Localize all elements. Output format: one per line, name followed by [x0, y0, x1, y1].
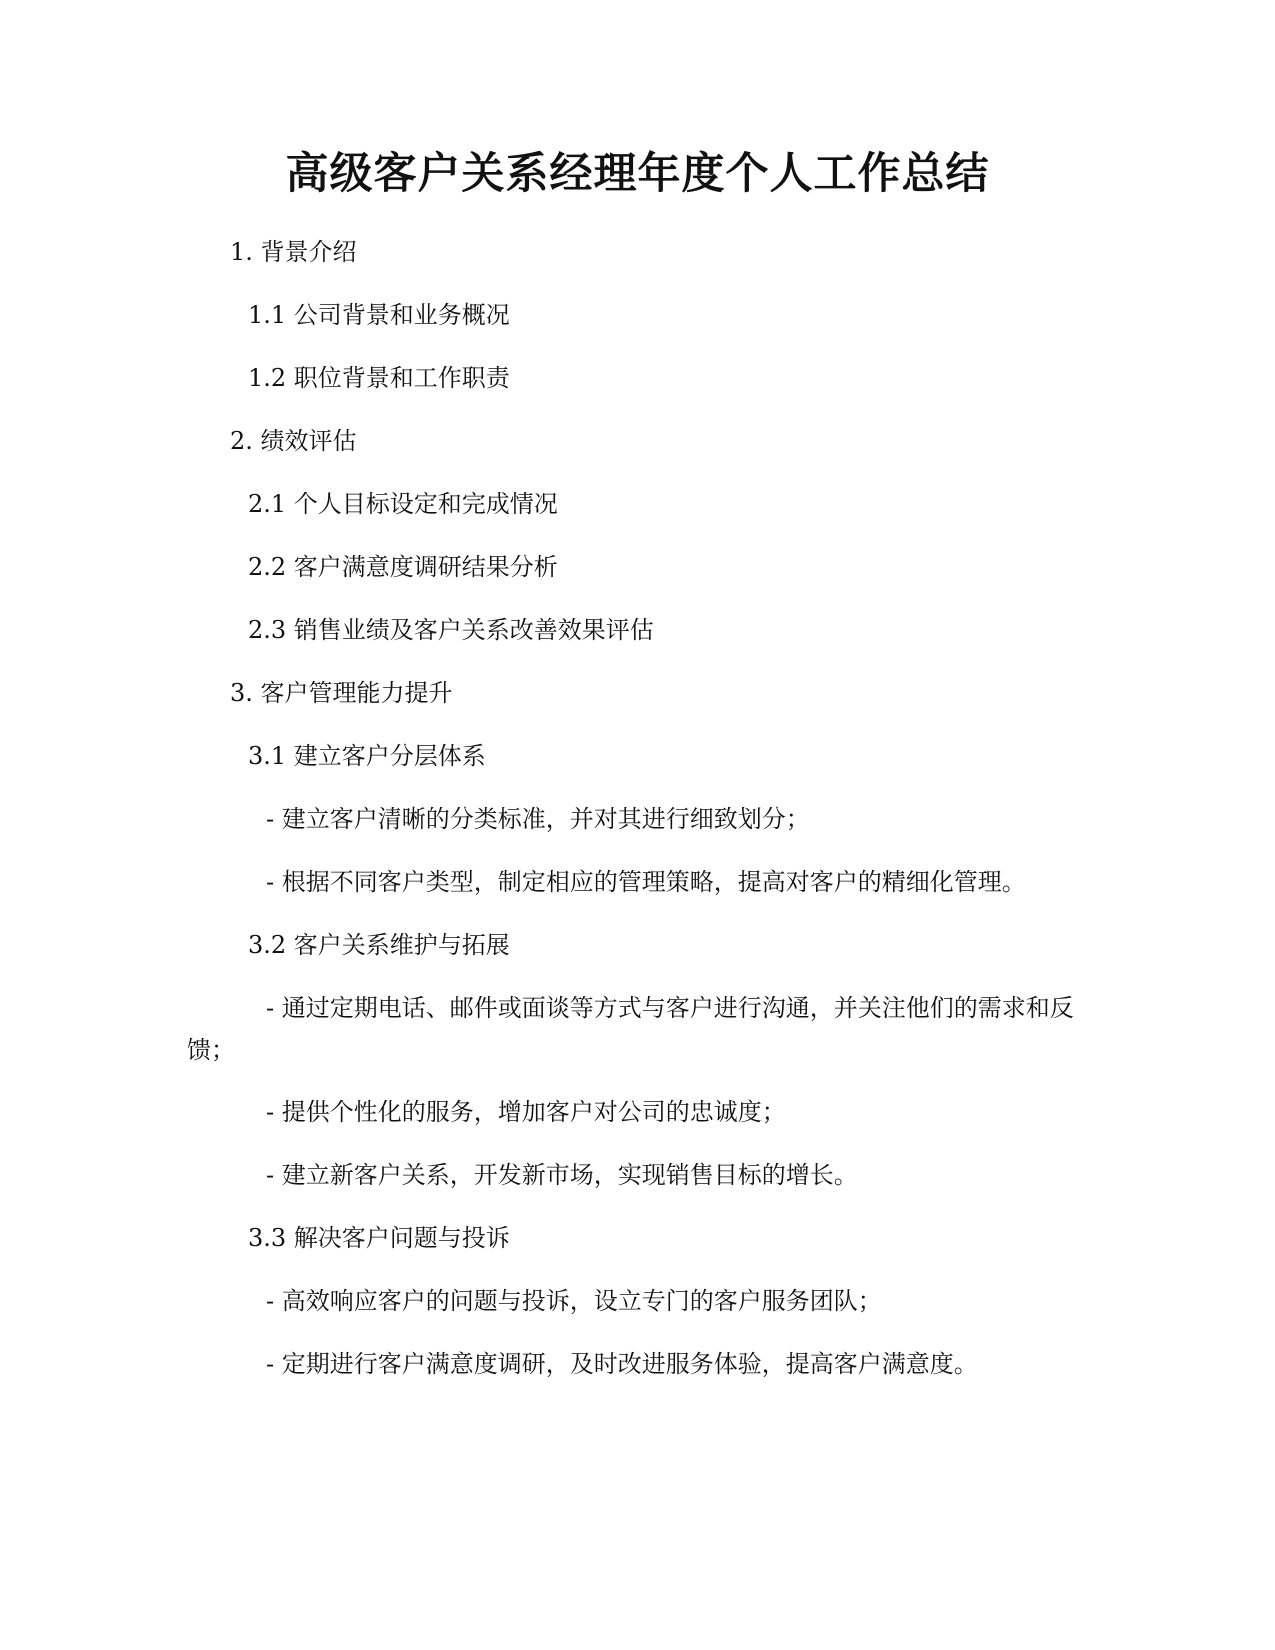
section-heading-1: 1. 背景介绍 [230, 238, 357, 266]
document-title: 高级客户关系经理年度个人工作总结 [285, 149, 990, 199]
bullet-item-wrapped: - 通过定期电话、邮件或面谈等方式与客户进行沟通，并关注他们的需求和反馈； [187, 994, 1074, 1064]
section-heading-3: 3. 客户管理能力提升 [230, 679, 453, 707]
bullet-item: - 建立新客户关系，开发新市场，实现销售目标的增长。 [266, 1161, 858, 1189]
subsection-heading-1-1: 1.1 公司背景和业务概况 [248, 301, 510, 329]
subsection-heading-3-1: 3.1 建立客户分层体系 [248, 742, 486, 770]
subsection-heading-1-2: 1.2 职位背景和工作职责 [248, 364, 510, 392]
subsection-heading-2-3: 2.3 销售业绩及客户关系改善效果评估 [248, 616, 654, 644]
bullet-item: - 根据不同客户类型，制定相应的管理策略，提高对客户的精细化管理。 [266, 868, 1026, 896]
subsection-heading-2-1: 2.1 个人目标设定和完成情况 [248, 490, 558, 518]
section-heading-2: 2. 绩效评估 [230, 427, 357, 455]
bullet-item: - 建立客户清晰的分类标准，并对其进行细致划分； [266, 805, 810, 833]
subsection-heading-3-2: 3.2 客户关系维护与拓展 [248, 931, 510, 959]
bullet-item: - 高效响应客户的问题与投诉，设立专门的客户服务团队； [266, 1287, 882, 1315]
subsection-heading-3-3: 3.3 解决客户问题与投诉 [248, 1224, 510, 1252]
bullet-item: - 提供个性化的服务，增加客户对公司的忠诚度； [266, 1098, 786, 1126]
subsection-heading-2-2: 2.2 客户满意度调研结果分析 [248, 553, 558, 581]
bullet-item: - 定期进行客户满意度调研，及时改进服务体验，提高客户满意度。 [266, 1350, 978, 1378]
